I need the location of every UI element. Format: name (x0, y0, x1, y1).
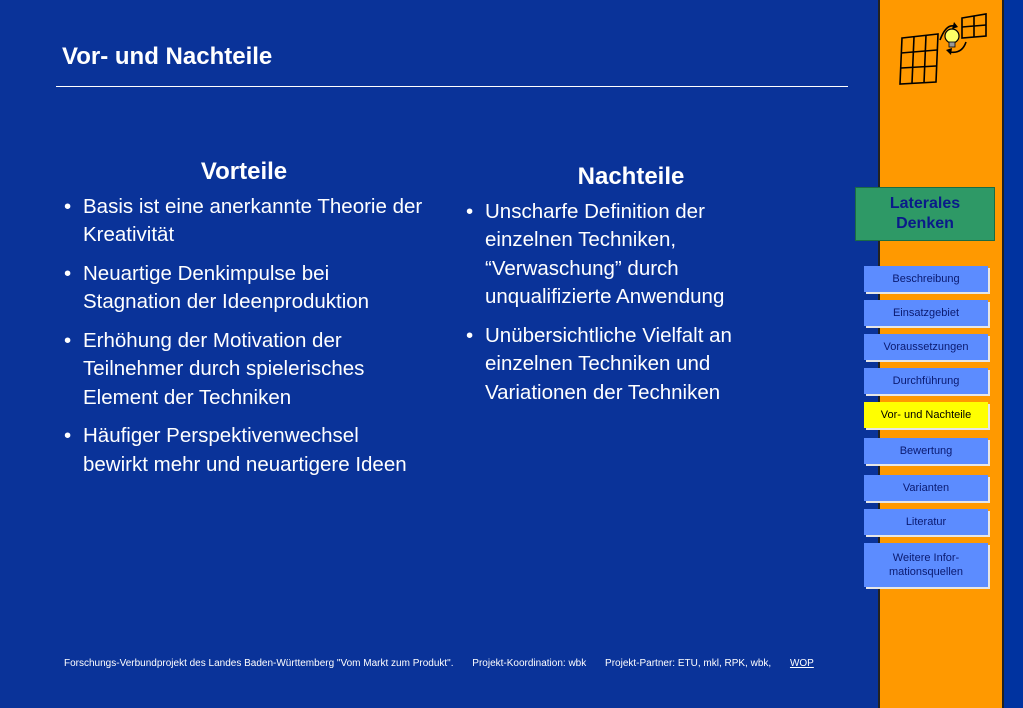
list-item-text: Häufiger Perspektivenwechsel bewirkt mehr und neuartigere Ideen (83, 424, 407, 476)
footer-coordination: Projekt-Koordination: wbk (472, 658, 587, 669)
list-item (466, 322, 786, 408)
list-item (64, 327, 424, 413)
nav-label-line-1: Weitere Infor- (892, 552, 960, 564)
panel-line-2: Denken (896, 215, 954, 232)
vorteile-column (64, 158, 424, 489)
nav-beschreibung[interactable]: Beschreibung (864, 266, 988, 292)
list-item (64, 193, 424, 250)
list-item-text: Erhöhung der Motivation der Teilnehmer durch spielerisches Element der Techniken (83, 328, 365, 409)
footer-partners: Projekt-Partner: ETU, mkl, RPK, wbk, (605, 658, 772, 669)
bullet-icon: • (64, 261, 72, 285)
bullet-icon: • (466, 323, 474, 347)
nachteile-list (466, 198, 786, 408)
nav-bewertung[interactable]: Bewertung (864, 438, 988, 464)
footer-project: Forschungs-Verbundprojekt des Landes Baden-Württemberg "Vom Markt zum Produkt". (64, 658, 454, 669)
list-item (466, 198, 786, 312)
list-item (64, 422, 424, 479)
title-divider (56, 86, 848, 87)
list-item-text: Basis ist eine anerkannte Theorie der Kreativität (83, 194, 423, 246)
bullet-icon: • (64, 424, 72, 447)
nav-voraussetzungen[interactable]: Voraussetzungen (864, 334, 988, 360)
list-item-text: Unübersichtliche Vielfalt an einzelnen Techniken und Variationen der Techniken (485, 323, 732, 404)
vorteile-list (64, 193, 424, 480)
list-item-text: Neuartige Denkimpulse bei Stagnation der Ideenproduktion (83, 261, 370, 313)
vorteile-heading: Vorteile (200, 158, 288, 185)
nav-literatur[interactable]: Literatur (864, 509, 988, 535)
nav-label-line-2: mationsquellen (889, 566, 963, 578)
nav-durchfuehrung[interactable]: Durchführung (864, 368, 988, 394)
wop-link[interactable]: WOP (789, 658, 814, 669)
laterales-denken-panel (855, 187, 995, 241)
nachteile-column (466, 163, 786, 417)
nav-einsatzgebiet[interactable]: Einsatzgebiet (864, 300, 988, 326)
nav-weitere-informationsquellen[interactable] (864, 543, 988, 587)
nav-varianten[interactable]: Varianten (864, 475, 988, 501)
grid-lightbulb-logo-icon (896, 12, 990, 88)
list-item-text: Unscharfe Definition der einzelnen Techniken, “Verwaschung” durch unqualifizierte Anwendung (485, 199, 725, 308)
nachteile-heading: Nachteile (577, 163, 685, 190)
panel-line-1: Laterales (889, 195, 961, 212)
nav-vor-und-nachteile[interactable]: Vor- und Nachteile (864, 402, 988, 428)
bullet-icon: • (466, 199, 474, 223)
footer (64, 658, 814, 669)
bullet-icon: • (64, 328, 72, 352)
bullet-icon: • (64, 194, 72, 218)
page-title: Vor- und Nachteile (62, 43, 273, 70)
list-item (64, 260, 424, 317)
